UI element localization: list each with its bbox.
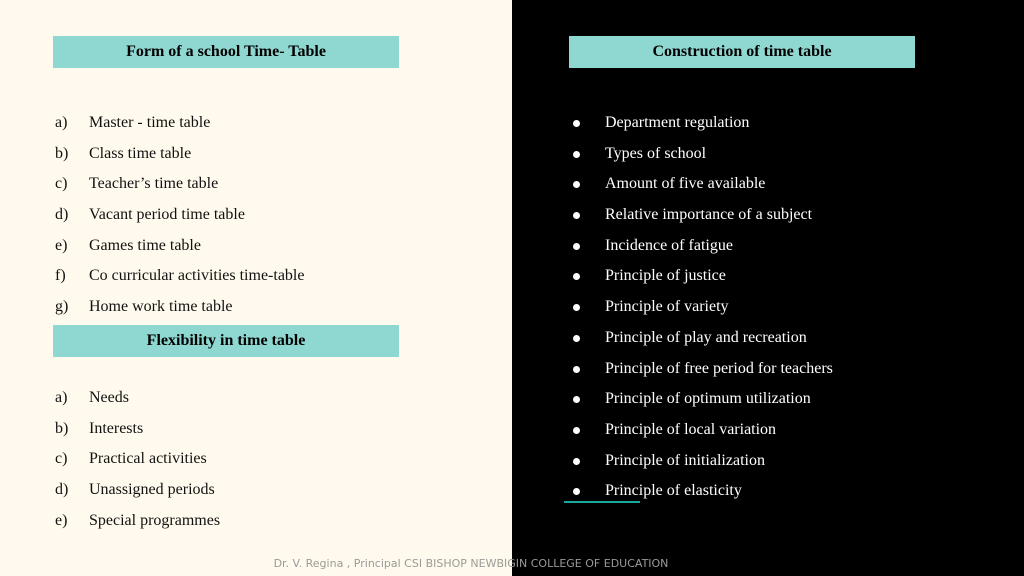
list-item-text: Types of school <box>605 144 707 162</box>
bullet-icon <box>573 427 580 434</box>
list-marker: e) <box>55 511 68 529</box>
bullet-icon <box>573 151 580 158</box>
list-item <box>569 415 1009 446</box>
list-item <box>569 292 1009 323</box>
list-item-text: Department regulation <box>605 114 750 131</box>
list-item <box>569 169 1009 200</box>
list-item-text: Principle of optimum utilization <box>605 390 811 408</box>
list-marker: e) <box>55 236 68 254</box>
list-item-text: Needs <box>89 389 129 406</box>
list-item-text: Principle of play and recreation <box>605 328 807 346</box>
list-item-text: Principle of justice <box>605 267 726 285</box>
list-item <box>569 200 1009 231</box>
list-marker: f) <box>55 267 66 285</box>
list-marker: b) <box>55 144 69 162</box>
list-item-text: Teacher’s time table <box>89 175 219 193</box>
list-marker: d) <box>55 206 69 224</box>
bullet-icon <box>573 212 580 219</box>
list-item-text: Principle of local variation <box>605 420 777 438</box>
list-item <box>569 231 1009 262</box>
bullet-icon <box>573 243 580 250</box>
list-item-text: Principle of initialization <box>605 451 765 469</box>
construction-heading: Construction of time table <box>569 36 915 68</box>
forms-list <box>55 108 495 323</box>
list-item <box>55 200 495 231</box>
bullet-icon <box>573 366 580 373</box>
list-marker: b) <box>55 419 69 437</box>
flexibility-heading: Flexibility in time table <box>53 325 399 357</box>
bullet-icon <box>573 396 580 403</box>
bullet-icon <box>573 181 580 188</box>
bullet-icon <box>573 273 580 280</box>
list-item-text: Home work time table <box>89 298 233 316</box>
list-item-text: Incidence of fatigue <box>605 236 733 254</box>
footer-text: Dr. V. Regina , Principal CSI BISHOP NEWBIGIN COLLEGE OF EDUCATION <box>273 557 669 570</box>
principles-list <box>569 108 1009 507</box>
bullet-icon <box>573 458 580 465</box>
list-marker: d) <box>55 481 69 499</box>
form-heading: Form of a school Time- Table <box>53 36 399 68</box>
list-item <box>55 506 495 537</box>
list-item <box>55 383 495 414</box>
list-item-text: Unassigned periods <box>89 481 215 499</box>
list-item <box>569 139 1009 170</box>
list-marker: g) <box>55 298 69 316</box>
list-item-text: Games time table <box>89 236 201 254</box>
list-item <box>55 108 495 139</box>
list-item-text: Relative importance of a subject <box>605 206 813 224</box>
list-item-text: Co curricular activities time-table <box>89 267 305 285</box>
list-item-text: Amount of five available <box>605 175 766 193</box>
list-item-text: Practical activities <box>89 450 207 468</box>
list-item <box>55 139 495 170</box>
list-item-text: Principle of free period for teachers <box>605 359 833 377</box>
list-item-text: Vacant period time table <box>89 206 245 224</box>
bullet-icon <box>573 335 580 342</box>
text-cursor-underline <box>564 501 640 503</box>
list-marker: c) <box>55 175 68 193</box>
list-item <box>569 323 1009 354</box>
list-marker: a) <box>55 389 68 406</box>
list-item <box>55 169 495 200</box>
list-item-text: Master - time table <box>89 114 211 131</box>
bullet-icon <box>573 304 580 311</box>
list-item <box>569 108 1009 139</box>
flexibility-list <box>55 383 495 536</box>
list-item <box>569 261 1009 292</box>
list-marker: a) <box>55 114 68 131</box>
list-item-text: Special programmes <box>89 511 221 529</box>
list-item <box>55 475 495 506</box>
slide-footer <box>0 557 1024 570</box>
list-marker: c) <box>55 450 68 468</box>
list-item <box>55 261 495 292</box>
list-item-text: Principle of elasticity <box>605 482 742 500</box>
bullet-icon <box>573 120 580 127</box>
list-item <box>55 444 495 475</box>
list-item <box>569 446 1009 477</box>
list-item <box>55 292 495 323</box>
list-item-text: Interests <box>89 419 144 437</box>
bullet-icon <box>573 488 580 495</box>
list-item-text: Principle of variety <box>605 298 729 316</box>
list-item <box>569 384 1009 415</box>
list-item <box>569 354 1009 385</box>
list-item-text: Class time table <box>89 144 192 162</box>
list-item <box>55 231 495 262</box>
list-item <box>55 414 495 445</box>
